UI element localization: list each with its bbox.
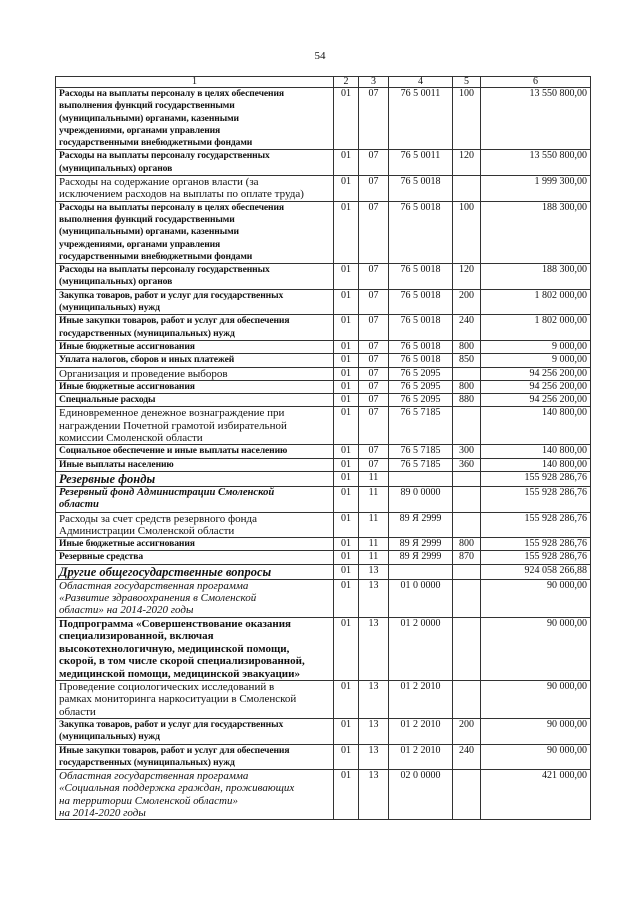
target-article-code-cell: 01 2 2010	[389, 681, 453, 719]
header-col-3: 3	[359, 77, 389, 88]
table-row	[56, 445, 591, 458]
section-code-cell: 01	[334, 681, 359, 719]
subsection-code-cell: 07	[359, 264, 389, 290]
expense-type-code-cell	[453, 407, 481, 445]
section-code-cell: 01	[334, 579, 359, 617]
subsection-code-cell: 13	[359, 617, 389, 681]
expense-type-code-cell: 880	[453, 394, 481, 407]
amount-cell: 13 550 800,00	[481, 150, 591, 176]
amount-cell: 9 000,00	[481, 354, 591, 367]
amount-cell: 140 800,00	[481, 407, 591, 445]
table-row	[56, 176, 591, 202]
expense-type-code-cell	[453, 367, 481, 380]
amount-cell: 155 928 286,76	[481, 512, 591, 538]
subsection-code-cell: 11	[359, 551, 389, 564]
expense-type-code-cell	[453, 579, 481, 617]
amount-cell: 155 928 286,76	[481, 471, 591, 486]
item-name-cell: Закупка товаров, работ и услуг для государственных (муниципальных) нужд	[56, 289, 334, 315]
target-article-code-cell: 01 2 2010	[389, 718, 453, 744]
subsection-code-cell: 07	[359, 394, 389, 407]
target-article-code-cell: 01 0 0000	[389, 579, 453, 617]
subsection-code-cell: 11	[359, 486, 389, 512]
item-name-cell: Расходы на выплаты персоналу государственных (муниципальных) органов	[56, 150, 334, 176]
section-code-cell: 01	[334, 380, 359, 393]
table-row	[56, 264, 591, 290]
section-code-cell: 01	[334, 88, 359, 150]
table-row	[56, 681, 591, 719]
item-name-cell: Иные бюджетные ассигнования	[56, 538, 334, 551]
subsection-code-cell: 07	[359, 88, 389, 150]
amount-cell: 90 000,00	[481, 718, 591, 744]
subsection-code-cell: 07	[359, 201, 389, 263]
target-article-code-cell: 76 5 0018	[389, 176, 453, 202]
subsection-code-cell: 07	[359, 407, 389, 445]
expense-type-code-cell: 800	[453, 538, 481, 551]
expense-type-code-cell: 800	[453, 380, 481, 393]
table-row	[56, 201, 591, 263]
table-row	[56, 367, 591, 380]
table-row	[56, 150, 591, 176]
amount-cell: 1 802 000,00	[481, 289, 591, 315]
subsection-code-cell: 13	[359, 718, 389, 744]
section-code-cell: 01	[334, 201, 359, 263]
amount-cell: 140 800,00	[481, 445, 591, 458]
subsection-code-cell: 11	[359, 538, 389, 551]
table-row	[56, 486, 591, 512]
section-code-cell: 01	[334, 770, 359, 820]
section-code-cell: 01	[334, 512, 359, 538]
item-name-cell: Уплата налогов, сборов и иных платежей	[56, 354, 334, 367]
expense-type-code-cell: 100	[453, 201, 481, 263]
budget-table	[55, 76, 591, 820]
target-article-code-cell: 01 2 2010	[389, 744, 453, 770]
target-article-code-cell	[389, 471, 453, 486]
subsection-code-cell: 11	[359, 512, 389, 538]
expense-type-code-cell	[453, 176, 481, 202]
item-name-cell: Закупка товаров, работ и услуг для государственных (муниципальных) нужд	[56, 718, 334, 744]
target-article-code-cell	[389, 564, 453, 579]
expense-type-code-cell: 120	[453, 150, 481, 176]
amount-cell: 94 256 200,00	[481, 367, 591, 380]
item-name-cell: Иные закупки товаров, работ и услуг для обеспечения государственных (муниципальных) нужд	[56, 315, 334, 341]
item-name-cell: Расходы на выплаты персоналу в целях обеспечения выполнения функций государственными (муниципальными) органами, казенными учреждениями, органами управления государственными внебюджетными фондами	[56, 201, 334, 263]
table-row	[56, 617, 591, 681]
item-name-cell: Областная государственная программа «Развитие здравоохранения в Смоленской области» на 2014-2020 годы	[56, 579, 334, 617]
table-header-row	[56, 77, 591, 88]
item-name-cell: Подпрограмма «Совершенствование оказания специализированной, включая высокотехнологичную, медицинской помощи, скорой, в том числе скорой специализированной, медицинской помощи, медицинской эвакуации»	[56, 617, 334, 681]
section-code-cell: 01	[334, 486, 359, 512]
target-article-code-cell: 76 5 7185	[389, 407, 453, 445]
table-row	[56, 354, 591, 367]
target-article-code-cell: 76 5 2095	[389, 380, 453, 393]
target-article-code-cell: 76 5 7185	[389, 445, 453, 458]
section-code-cell: 01	[334, 264, 359, 290]
subsection-code-cell: 11	[359, 471, 389, 486]
table-row	[56, 551, 591, 564]
item-name-cell: Организация и проведение выборов	[56, 367, 334, 380]
amount-cell: 90 000,00	[481, 579, 591, 617]
table-row	[56, 380, 591, 393]
expense-type-code-cell: 240	[453, 744, 481, 770]
item-name-cell: Расходы на выплаты персоналу государственных (муниципальных) органов	[56, 264, 334, 290]
item-name-cell: Специальные расходы	[56, 394, 334, 407]
header-col-4: 4	[389, 77, 453, 88]
section-code-cell: 01	[334, 315, 359, 341]
target-article-code-cell: 76 5 0011	[389, 150, 453, 176]
amount-cell: 90 000,00	[481, 744, 591, 770]
table-row	[56, 407, 591, 445]
amount-cell: 9 000,00	[481, 340, 591, 353]
amount-cell: 140 800,00	[481, 458, 591, 471]
section-code-cell: 01	[334, 458, 359, 471]
subsection-code-cell: 07	[359, 289, 389, 315]
amount-cell: 94 256 200,00	[481, 394, 591, 407]
header-col-6: 6	[481, 77, 591, 88]
table-row	[56, 538, 591, 551]
amount-cell: 155 928 286,76	[481, 486, 591, 512]
section-code-cell: 01	[334, 340, 359, 353]
subsection-code-cell: 07	[359, 176, 389, 202]
subsection-code-cell: 13	[359, 770, 389, 820]
target-article-code-cell: 89 Я 2999	[389, 551, 453, 564]
amount-cell: 188 300,00	[481, 264, 591, 290]
page-number: 54	[314, 50, 326, 62]
item-name-cell: Расходы на выплаты персоналу в целях обеспечения выполнения функций государственными (муниципальными) органами, казенными учреждениями, органами управления государственными внебюджетными фондами	[56, 88, 334, 150]
table-row	[56, 289, 591, 315]
table-row	[56, 512, 591, 538]
expense-type-code-cell: 100	[453, 88, 481, 150]
target-article-code-cell: 01 2 0000	[389, 617, 453, 681]
section-code-cell: 01	[334, 718, 359, 744]
amount-cell: 421 000,00	[481, 770, 591, 820]
section-code-cell: 01	[334, 407, 359, 445]
section-code-cell: 01	[334, 564, 359, 579]
target-article-code-cell: 76 5 2095	[389, 367, 453, 380]
expense-type-code-cell: 800	[453, 340, 481, 353]
table-row	[56, 88, 591, 150]
section-code-cell: 01	[334, 367, 359, 380]
header-col-1: 1	[56, 77, 334, 88]
section-code-cell: 01	[334, 744, 359, 770]
item-name-cell: Иные закупки товаров, работ и услуг для обеспечения государственных (муниципальных) нужд	[56, 744, 334, 770]
subsection-code-cell: 07	[359, 367, 389, 380]
table-row	[56, 394, 591, 407]
item-name-cell: Иные бюджетные ассигнования	[56, 340, 334, 353]
section-code-cell: 01	[334, 176, 359, 202]
section-code-cell: 01	[334, 394, 359, 407]
item-name-cell: Социальное обеспечение и иные выплаты населению	[56, 445, 334, 458]
item-name-cell: Резервные средства	[56, 551, 334, 564]
amount-cell: 1 999 300,00	[481, 176, 591, 202]
section-code-cell: 01	[334, 471, 359, 486]
item-name-cell: Резервный фонд Администрации Смоленской области	[56, 486, 334, 512]
section-code-cell: 01	[334, 538, 359, 551]
header-col-5: 5	[453, 77, 481, 88]
amount-cell: 188 300,00	[481, 201, 591, 263]
expense-type-code-cell	[453, 512, 481, 538]
section-code-cell: 01	[334, 551, 359, 564]
subsection-code-cell: 07	[359, 340, 389, 353]
subsection-code-cell: 07	[359, 458, 389, 471]
target-article-code-cell: 76 5 0018	[389, 340, 453, 353]
target-article-code-cell: 76 5 0018	[389, 264, 453, 290]
amount-cell: 924 058 266,88	[481, 564, 591, 579]
section-code-cell: 01	[334, 289, 359, 315]
target-article-code-cell: 76 5 0018	[389, 315, 453, 341]
target-article-code-cell: 89 0 0000	[389, 486, 453, 512]
expense-type-code-cell: 200	[453, 718, 481, 744]
table-body	[56, 88, 591, 820]
table-row	[56, 315, 591, 341]
subsection-code-cell: 13	[359, 681, 389, 719]
item-name-cell: Единовременное денежное вознаграждение при награждении Почетной грамотой избирательной комиссии Смоленской области	[56, 407, 334, 445]
item-name-cell: Расходы на содержание органов власти (за исключением расходов на выплаты по оплате труда)	[56, 176, 334, 202]
expense-type-code-cell: 120	[453, 264, 481, 290]
table-row	[56, 718, 591, 744]
target-article-code-cell: 89 Я 2999	[389, 538, 453, 551]
amount-cell: 90 000,00	[481, 681, 591, 719]
section-code-cell: 01	[334, 617, 359, 681]
expense-type-code-cell	[453, 617, 481, 681]
amount-cell: 155 928 286,76	[481, 551, 591, 564]
expense-type-code-cell	[453, 564, 481, 579]
table-row	[56, 564, 591, 579]
table-row	[56, 340, 591, 353]
amount-cell: 13 550 800,00	[481, 88, 591, 150]
subsection-code-cell: 07	[359, 380, 389, 393]
expense-type-code-cell	[453, 471, 481, 486]
expense-type-code-cell: 300	[453, 445, 481, 458]
item-name-cell: Иные выплаты населению	[56, 458, 334, 471]
subsection-code-cell: 07	[359, 445, 389, 458]
header-col-2: 2	[334, 77, 359, 88]
amount-cell: 90 000,00	[481, 617, 591, 681]
subsection-code-cell: 07	[359, 354, 389, 367]
subsection-code-cell: 13	[359, 564, 389, 579]
expense-type-code-cell: 240	[453, 315, 481, 341]
target-article-code-cell: 76 5 2095	[389, 394, 453, 407]
expense-type-code-cell	[453, 770, 481, 820]
expense-type-code-cell: 200	[453, 289, 481, 315]
target-article-code-cell: 76 5 0011	[389, 88, 453, 150]
expense-type-code-cell: 360	[453, 458, 481, 471]
item-name-cell: Проведение социологических исследований в рамках мониторинга наркоситуации в Смоленской области	[56, 681, 334, 719]
table-row	[56, 579, 591, 617]
amount-cell: 1 802 000,00	[481, 315, 591, 341]
table-row	[56, 770, 591, 820]
item-name-cell: Областная государственная программа «Социальная поддержка граждан, проживающих на территории Смоленской области» на 2014-2020 годы	[56, 770, 334, 820]
table-row	[56, 458, 591, 471]
target-article-code-cell: 76 5 0018	[389, 289, 453, 315]
section-code-cell: 01	[334, 354, 359, 367]
item-name-cell: Резервные фонды	[56, 471, 334, 486]
subsection-code-cell: 13	[359, 744, 389, 770]
expense-type-code-cell: 850	[453, 354, 481, 367]
target-article-code-cell: 76 5 0018	[389, 354, 453, 367]
target-article-code-cell: 89 Я 2999	[389, 512, 453, 538]
expense-type-code-cell: 870	[453, 551, 481, 564]
amount-cell: 155 928 286,76	[481, 538, 591, 551]
table-row	[56, 471, 591, 486]
item-name-cell: Расходы за счет средств резервного фонда Администрации Смоленской области	[56, 512, 334, 538]
amount-cell: 94 256 200,00	[481, 380, 591, 393]
table-row	[56, 744, 591, 770]
item-name-cell: Другие общегосударственные вопросы	[56, 564, 334, 579]
subsection-code-cell: 07	[359, 315, 389, 341]
expense-type-code-cell	[453, 486, 481, 512]
item-name-cell: Иные бюджетные ассигнования	[56, 380, 334, 393]
section-code-cell: 01	[334, 150, 359, 176]
target-article-code-cell: 76 5 7185	[389, 458, 453, 471]
target-article-code-cell: 76 5 0018	[389, 201, 453, 263]
expense-type-code-cell	[453, 681, 481, 719]
section-code-cell: 01	[334, 445, 359, 458]
subsection-code-cell: 07	[359, 150, 389, 176]
subsection-code-cell: 13	[359, 579, 389, 617]
target-article-code-cell: 02 0 0000	[389, 770, 453, 820]
